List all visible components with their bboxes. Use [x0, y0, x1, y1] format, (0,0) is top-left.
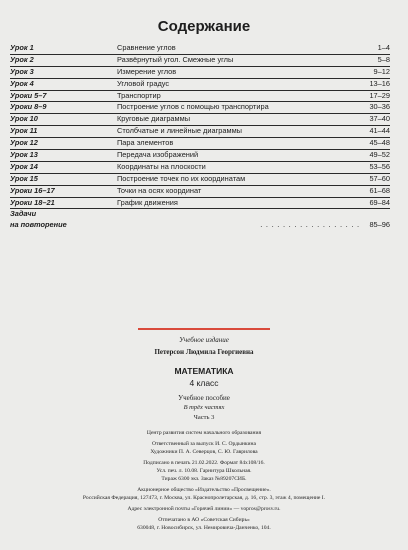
- edition-type: Учебное издание: [179, 336, 229, 344]
- toc-topic: Передача изображений: [117, 150, 199, 160]
- toc-lesson: Уроки 18–21: [10, 197, 55, 207]
- book-title: МАТЕМАТИКА: [174, 366, 234, 376]
- toc-row: [10, 198, 390, 210]
- toc-pages: 13–16: [369, 78, 390, 88]
- toc-row: [10, 174, 390, 186]
- toc-topic: Транспортир: [117, 90, 161, 100]
- toc-topic: Столбчатые и линейные диаграммы: [117, 126, 242, 136]
- publication-kind: Учебное пособие: [178, 394, 230, 402]
- toc-row: [10, 186, 390, 198]
- imprint-block: [0, 335, 408, 532]
- publisher-address: Российская Федерация, 127473, г. Москва, ул. Краснопролетарская, д. 16, стр. 3, этаж 4, помещение I.: [82, 495, 326, 501]
- publisher-name: Акционерное общество «Издательство «Просвещение».: [137, 487, 271, 493]
- toc-pages: 5–8: [377, 54, 390, 64]
- toc-topic: Измерение углов: [117, 66, 177, 76]
- artists: Художники П. А. Северцов, С. Ю. Гаврилова: [150, 449, 258, 455]
- toc-lesson: Урок 10: [10, 114, 38, 124]
- toc-pages: 61–68: [369, 185, 390, 195]
- toc-topic: Построение углов с помощью транспортира: [117, 102, 269, 112]
- red-separator-line: [138, 328, 270, 330]
- toc-row: [10, 91, 390, 103]
- printing-house: Отпечатано в АО «Советская Сибирь»: [158, 517, 250, 523]
- toc-tasks-label-1: Задачи: [10, 209, 37, 219]
- toc-topic: Развёрнутый угол. Смежные углы: [117, 54, 234, 64]
- toc-row: [10, 138, 390, 150]
- toc-pages: 30–36: [369, 102, 390, 112]
- toc-row: [10, 79, 390, 91]
- toc-row: [10, 162, 390, 174]
- toc-lesson: Уроки 8–9: [10, 102, 47, 112]
- toc-topic: Построение точек по их координатам: [117, 173, 246, 183]
- toc-row-tasks-1: [10, 209, 390, 220]
- toc-row: [10, 43, 390, 55]
- toc-topic: Координаты на плоскости: [117, 161, 206, 171]
- author-name: Петерсон Людмила Георгиевна: [154, 348, 254, 356]
- grade-label: 4 класс: [189, 378, 219, 388]
- dotted-leader: . . . . . . . . . . . . . . . . . .: [260, 220, 360, 230]
- development-center: Центр развития систем начального образования: [146, 430, 262, 436]
- toc-topic: Пара элементов: [117, 138, 174, 148]
- toc-row: [10, 126, 390, 138]
- part-number: Часть 3: [193, 414, 215, 421]
- page-title: Содержание: [157, 18, 251, 35]
- table-of-contents: [10, 43, 390, 231]
- toc-lesson: Урок 4: [10, 78, 34, 88]
- toc-pages: 69–84: [369, 197, 390, 207]
- toc-row: [10, 114, 390, 126]
- toc-topic: Угловой градус: [117, 78, 170, 88]
- print-sheets: Усл. печ. л. 10.08. Гарнитура Школьная.: [156, 468, 252, 474]
- toc-topic: График движения: [117, 197, 178, 207]
- toc-pages: 45–48: [369, 138, 390, 148]
- toc-lesson: Урок 15: [10, 173, 38, 183]
- toc-row: [10, 150, 390, 162]
- toc-pages: 57–60: [369, 173, 390, 183]
- toc-pages: 53–56: [369, 161, 390, 171]
- toc-lesson: Урок 3: [10, 66, 34, 76]
- toc-lesson: Урок 12: [10, 138, 38, 148]
- print-run: Тираж 6300 экз. Заказ №89207СИБ.: [161, 476, 247, 482]
- toc-lesson: Уроки 16–17: [10, 185, 55, 195]
- toc-row-tasks-2: [10, 220, 390, 231]
- toc-topic: Сравнение углов: [117, 43, 176, 52]
- toc-pages: 41–44: [369, 126, 390, 136]
- toc-row: [10, 67, 390, 79]
- toc-lesson: Уроки 5–7: [10, 90, 47, 100]
- printing-house-address: 630048, г. Новосибирск, ул. Немировича-Данченко, 104.: [137, 525, 271, 531]
- toc-tasks-pages: 85–96: [369, 220, 390, 230]
- toc-lesson: Урок 13: [10, 150, 38, 160]
- responsible-editor: Ответственный за выпуск И. С. Ордынкина: [151, 441, 257, 447]
- toc-row: [10, 102, 390, 114]
- toc-pages: 37–40: [369, 114, 390, 124]
- toc-topic: Точки на осях координат: [117, 185, 202, 195]
- toc-lesson: Урок 2: [10, 54, 34, 64]
- toc-lesson: Урок 11: [10, 126, 38, 136]
- signed-to-print: Подписано в печать 21.02.2022. Формат 84х108/16.: [143, 460, 265, 466]
- toc-pages: 49–52: [369, 150, 390, 160]
- toc-topic: Круговые диаграммы: [117, 114, 191, 124]
- toc-row: [10, 55, 390, 67]
- toc-pages: 9–12: [373, 66, 390, 76]
- parts-count: В трёх частях: [183, 404, 225, 411]
- toc-pages: 17–29: [369, 90, 390, 100]
- toc-lesson: Урок 14: [10, 161, 38, 171]
- toc-lesson: Урок 1: [10, 43, 34, 52]
- toc-tasks-label-2: на повторение: [10, 220, 67, 230]
- toc-pages: 1–4: [377, 43, 390, 52]
- hotline-email: Адрес электронной почты «Горячей линии» — vopros@prosv.ru.: [127, 506, 281, 512]
